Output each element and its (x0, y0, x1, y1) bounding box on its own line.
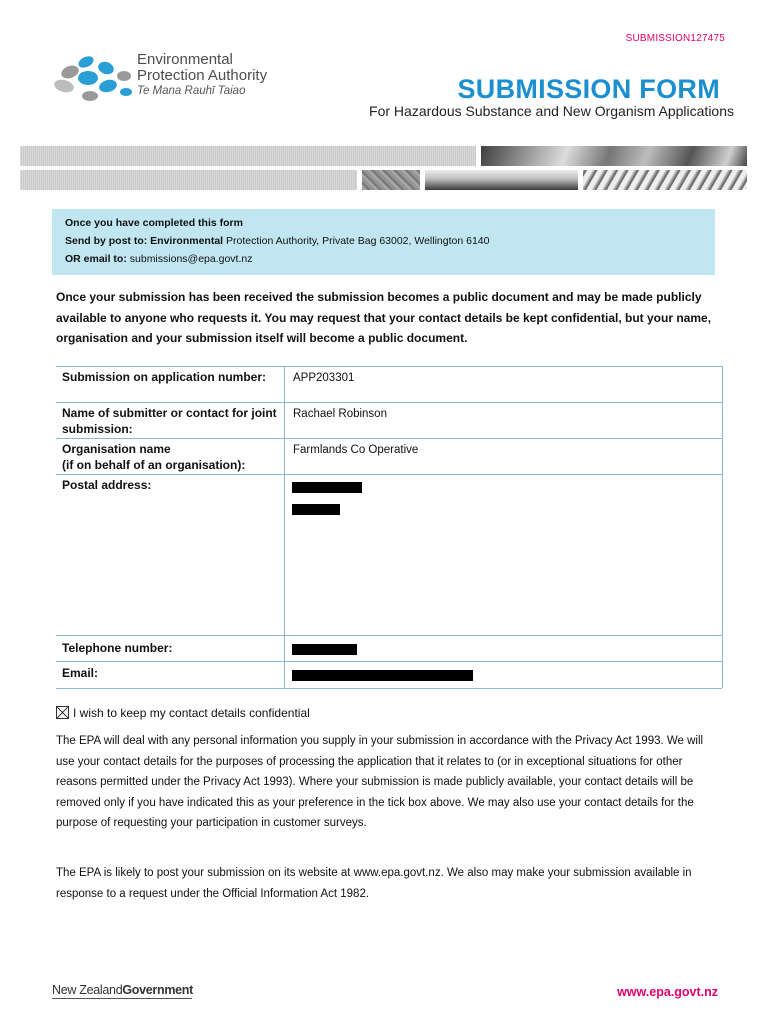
form-title: SUBMISSION FORM (457, 74, 720, 104)
website-paragraph: The EPA is likely to post your submission on its website at www.epa.govt.nz. We also may make your submission available in response to a request under the Official Information Act 1982. (56, 867, 692, 900)
instructions-heading: Once you have completed this form (65, 217, 243, 229)
banner-stripe-bottom (20, 170, 357, 190)
banner-photo-texture (362, 170, 420, 190)
form-subtitle: For Hazardous Substance and New Organism Applications (369, 103, 734, 119)
submission-id: SUBMISSION127475 (625, 33, 725, 44)
email-address[interactable]: submissions@epa.govt.nz (126, 253, 253, 265)
email-label: OR email to: (65, 253, 127, 265)
banner-photo-fern (583, 170, 747, 190)
post-label: Send by post to: Environmental (65, 235, 224, 247)
telephone-redaction (292, 644, 357, 655)
nz-gov-part1: New Zealand (52, 983, 123, 997)
submitter-name-label: Name of submitter or contact for joint submission: (62, 406, 277, 436)
privacy-paragraph: The EPA will deal with any personal information you supply in your submission in accordance with the Privacy Act 1993. We will use your contact details for the purposes of processing the application that it relates to (or in exceptional situations for other reasons permitted under the Privacy Act 1993). Where your submission is made publicly available, your contact details will be removed only if you have indicated this as your preference in the tick box above. We may also use your contact details for the purpose of requesting your participation in customer surveys. (56, 735, 704, 830)
organisation-value[interactable]: Farmlands Co Operative (293, 444, 419, 456)
post-address-line (65, 235, 489, 247)
banner-stripe-top (20, 146, 476, 166)
org-name-line1: Environmental (137, 51, 233, 68)
email-field-label: Email: (62, 666, 99, 680)
email-line (65, 253, 252, 265)
postal-address-redaction-1 (292, 482, 362, 493)
org-name-maori: Te Mana Rauhī Taiao (137, 85, 246, 97)
confidential-checkbox-label: I wish to keep my contact details confidential (73, 706, 310, 720)
public-document-notice: Once your submission has been received the submission becomes a public document and may be made publicly available to anyone who requests it. You may request that your contact details be kept confidential, but your name, organisation and your submission itself will become a public document. (56, 290, 712, 345)
organisation-label-2: (if on behalf of an organisation): (62, 458, 246, 472)
epa-wordmark (137, 52, 267, 98)
organisation-label-1: Organisation name (62, 442, 171, 456)
postal-address-redaction-2 (292, 504, 340, 515)
confidential-checkbox-row[interactable] (56, 706, 310, 720)
nz-gov-underline (52, 998, 192, 999)
application-number-label: Submission on application number: (62, 370, 267, 384)
post-address: Protection Authority, Private Bag 63002, Wellington 6140 (223, 235, 490, 247)
banner-photo-landscape (481, 146, 747, 166)
application-number-value[interactable]: APP203301 (293, 372, 355, 384)
email-redaction (292, 670, 473, 681)
postal-address-label: Postal address: (62, 478, 152, 492)
org-name-line2: Protection Authority (137, 67, 268, 84)
nz-gov-part2: Government (122, 983, 193, 997)
footer-website-link[interactable]: www.epa.govt.nz (617, 985, 718, 999)
submission-instructions-box (52, 209, 715, 275)
telephone-label: Telephone number: (62, 641, 173, 655)
confidential-checkbox[interactable] (56, 706, 69, 719)
banner-photo-clouds (425, 170, 578, 190)
nz-government-logo (52, 983, 193, 997)
submitter-name-value[interactable]: Rachael Robinson (293, 408, 387, 420)
